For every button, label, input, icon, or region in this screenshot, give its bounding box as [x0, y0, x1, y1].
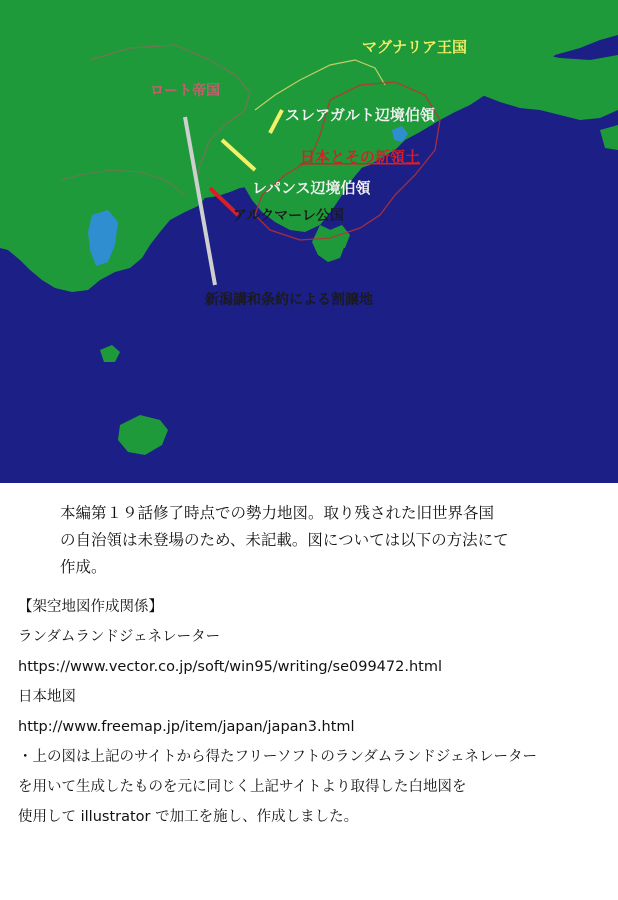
label-japan-territory: 日本とその新領土	[300, 148, 421, 166]
caption-line-3: 作成。	[60, 558, 107, 576]
caption-line-1: 本編第１９話修了時点での勢力地図。取り残された旧世界各国	[60, 504, 495, 522]
label-sreagalt: スレアガルト辺境伯領	[285, 106, 435, 124]
description-line-3: 使用して illustrator で加工を施し、作成しました。	[18, 809, 359, 825]
credits-notes	[18, 592, 613, 832]
map-caption	[60, 500, 600, 581]
caption-line-2: の自治領は未登場のため、未記載。図については以下の方法にて	[60, 531, 509, 549]
label-magnaria: マグナリア王国	[362, 38, 468, 56]
tool-name: ランダムランドジェネレーター	[18, 629, 221, 645]
description-line-2: を用いて生成したものを元に同じく上記サイトより取得した白地図を	[18, 779, 467, 795]
label-rot: ロート帝国	[150, 83, 220, 99]
description-line-1: ・上の図は上記のサイトから得たフリーソフトのランダムランドジェネレーター	[18, 749, 537, 765]
map-url[interactable]: http://www.freemap.jp/item/japan/japan3.html	[18, 719, 355, 735]
tool-url[interactable]: https://www.vector.co.jp/soft/win95/writing/se099472.html	[18, 659, 442, 675]
label-ceded: 新潟講和条約による割譲地	[205, 292, 373, 308]
label-alcmare: アルクマーレ公国	[233, 208, 344, 224]
label-lepans: レパンス辺境伯領	[252, 179, 371, 197]
notes-heading: 【架空地図作成関係】	[18, 599, 163, 615]
map-name: 日本地図	[18, 689, 76, 705]
